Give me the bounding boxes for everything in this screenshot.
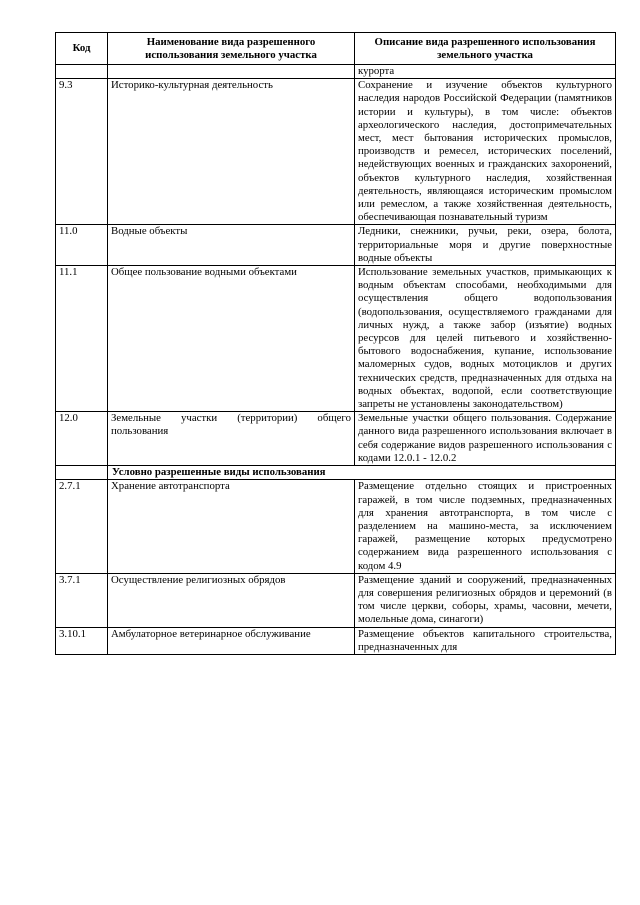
row-code: 3.10.1: [56, 627, 108, 654]
row-description: [355, 79, 616, 225]
header-description: Описание вида разрешенного использования земельного участка: [355, 33, 616, 65]
row-description-text: Использование земельных участков, примыкающих к водным объектам способами, необходимыми для осуществления общего водопользования (водопользования, осуществляемого гражданами для личных нужд, а также забор (изъятие) водных ресурсов для целей питьевого и хозяйственно-бытового водоснабжения, купание, использование маломерных судов, водных мотоциклов и других технических средств, предназначенных для отдыха на водных объектах, водопой, если соответствующие запреты не установлены законодательством): [358, 266, 612, 411]
row-name: Общее пользование водными объектами: [108, 266, 355, 412]
row-code: 9.3: [56, 79, 108, 225]
header-name: Наименование вида разрешенного использования земельного участка: [108, 33, 355, 65]
row-description: [355, 573, 616, 627]
row-description: [355, 412, 616, 466]
row-description-text: Размещение зданий и сооружений, предназначенных для совершения религиозных обрядов и церемоний (в том числе церкви, соборы, храмы, часовни, мечети, молельные дома, синагоги): [358, 573, 612, 626]
row-description-text: Размещение объектов капитального строительства, предназначенных для: [358, 627, 612, 653]
row-code: 3.7.1: [56, 573, 108, 627]
table-row: [56, 412, 616, 466]
row-description: [355, 225, 616, 266]
row-code: 12.0: [56, 412, 108, 466]
row-description: [355, 480, 616, 573]
row-description: [355, 65, 616, 79]
row-description: [355, 627, 616, 654]
table-row: [56, 573, 616, 627]
row-name: Осуществление религиозных обрядов: [108, 573, 355, 627]
row-code: 2.7.1: [56, 480, 108, 573]
row-description-text: Размещение отдельно стоящих и пристроенных гаражей, в том числе подземных, предназначенных для хранения автотранспорта, в том числе с разделением на машино-места, за исключением гаражей, размещение которых предусмотрено содержанием вида разрешенного использования с кодом 4.9: [358, 480, 612, 572]
row-description-text: Ледники, снежники, ручьи, реки, озера, болота, территориальные моря и другие поверхностные водные объекты: [358, 225, 612, 264]
row-description-text: Сохранение и изучение объектов культурного наследия народов Российской Федерации (памятников истории и культуры), в том числе: объектов археологического наследия, достопримечательных мест, мест бытования исторических промыслов, производств и ремесел, исторических поселений, недействующих военных и гражданских захоронений, объектов культурного наследия, хозяйственная деятельность, являющаяся историческим промыслом или ремеслом, а также хозяйственная деятельность, обеспечивающая познавательный туризм: [358, 79, 612, 224]
row-code: [56, 65, 108, 79]
header-code: Код: [56, 33, 108, 65]
row-description-text: курорта: [358, 65, 395, 77]
row-code: 11.1: [56, 266, 108, 412]
table-row: [56, 79, 616, 225]
section-title: Условно разрешенные виды использования: [108, 466, 616, 480]
row-description-text: Земельные участки общего пользования. Содержание данного вида разрешенного использования включает в себя содержание видов разрешенного использования с кодами 12.0.1 - 12.0.2: [358, 412, 612, 464]
row-name: Водные объекты: [108, 225, 355, 266]
table-row: [56, 266, 616, 412]
table-row: [56, 225, 616, 266]
row-code: 11.0: [56, 225, 108, 266]
row-description: [355, 266, 616, 412]
row-name: Историко-культурная деятельность: [108, 79, 355, 225]
row-name: Хранение автотранспорта: [108, 480, 355, 573]
section-spacer: [56, 466, 108, 480]
section-row: [56, 466, 616, 480]
land-use-table: [55, 32, 616, 655]
table-header-row: [56, 33, 616, 65]
table-row-continuation: [56, 65, 616, 79]
row-name: [108, 65, 355, 79]
table-row: [56, 480, 616, 573]
row-name: Земельные участки (территории) общего пользования: [108, 412, 355, 466]
table-row: [56, 627, 616, 654]
row-name: Амбулаторное ветеринарное обслуживание: [108, 627, 355, 654]
